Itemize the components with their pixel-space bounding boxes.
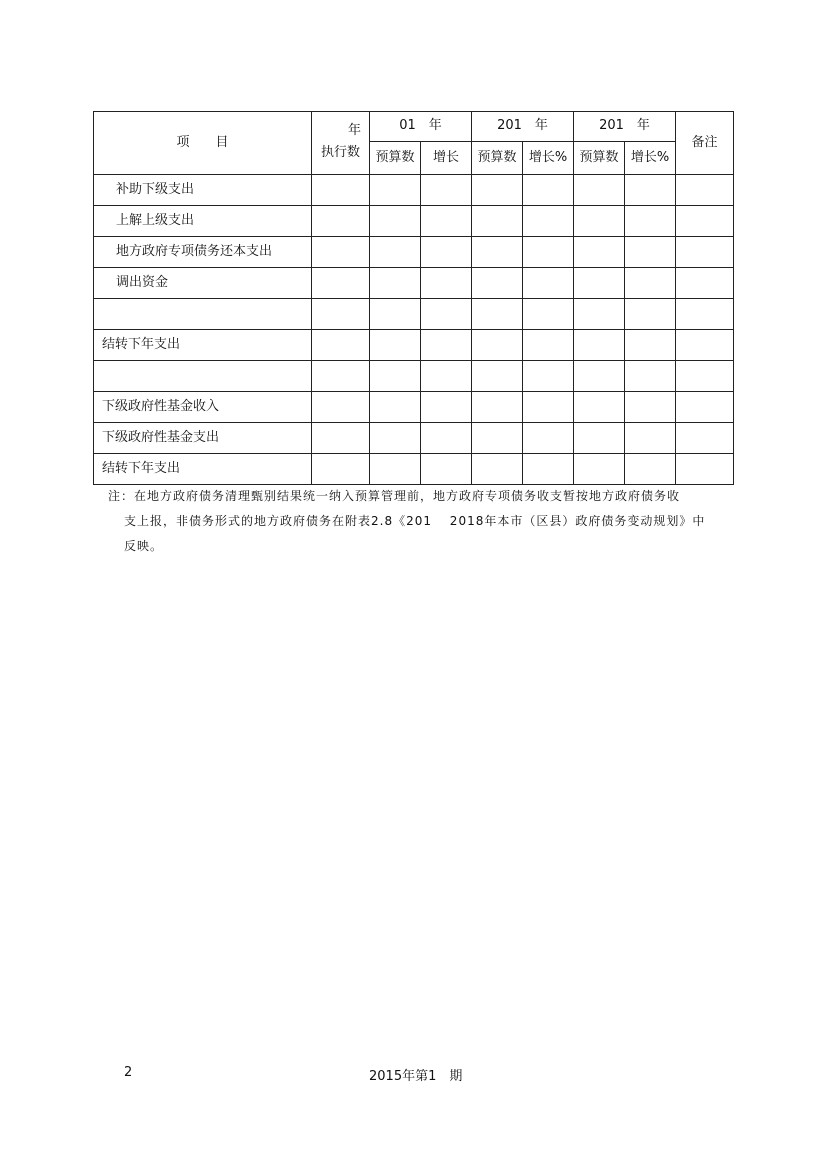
table-row (94, 206, 734, 237)
table-cell (421, 361, 472, 392)
table-cell (370, 175, 421, 206)
header-item: 项 目 (94, 112, 312, 175)
table-cell (472, 175, 523, 206)
table-cell (370, 268, 421, 299)
table-row (94, 330, 734, 361)
table-cell (625, 330, 676, 361)
table-cell (676, 423, 734, 454)
header-growth-pct-2: 增长% (523, 141, 574, 175)
header-year-2: 201 年 (472, 112, 574, 142)
table-cell (312, 237, 370, 268)
table-row (94, 361, 734, 392)
header-year-3: 201 年 (574, 112, 676, 142)
table-cell (625, 392, 676, 423)
table-cell (421, 268, 472, 299)
table-cell (472, 237, 523, 268)
header-executed: 执行数 (312, 141, 370, 175)
table-cell (472, 454, 523, 485)
row-label: 补助下级支出 (94, 175, 312, 206)
table-cell (421, 299, 472, 330)
table-cell (625, 454, 676, 485)
table-cell (676, 268, 734, 299)
table-cell (676, 237, 734, 268)
row-label: 结转下年支出 (94, 454, 312, 485)
table-cell (676, 299, 734, 330)
table-cell (370, 206, 421, 237)
table-cell (574, 299, 625, 330)
budget-table (93, 111, 734, 485)
table-cell (370, 392, 421, 423)
row-label: 地方政府专项债务还本支出 (94, 237, 312, 268)
table-cell (472, 268, 523, 299)
table-cell (472, 423, 523, 454)
table-cell (312, 268, 370, 299)
table-row (94, 392, 734, 423)
table-cell (472, 206, 523, 237)
row-label: 调出资金 (94, 268, 312, 299)
table-cell (574, 423, 625, 454)
table-row (94, 454, 734, 485)
table-cell (574, 206, 625, 237)
table-cell (523, 237, 574, 268)
table-cell (312, 454, 370, 485)
table-cell (312, 206, 370, 237)
table-cell (312, 361, 370, 392)
header-prev-year: 年 (312, 112, 370, 142)
table-cell (421, 392, 472, 423)
table-cell (370, 423, 421, 454)
issue-label: 2015年第1 期 (369, 1069, 463, 1084)
table-cell (574, 268, 625, 299)
table-cell (370, 237, 421, 268)
table-cell (523, 299, 574, 330)
table-row (94, 237, 734, 268)
table-cell (523, 268, 574, 299)
table-cell (574, 330, 625, 361)
table-cell (625, 299, 676, 330)
table-cell (676, 454, 734, 485)
table-cell (312, 392, 370, 423)
table-cell (676, 330, 734, 361)
note-line-2: 支上报，非债务形式的地方政府债务在附表2.8《201 2018年本市（区县）政府债务变动规划》中 (124, 514, 706, 528)
table-cell (676, 361, 734, 392)
row-label (94, 361, 312, 392)
table-cell (370, 454, 421, 485)
table-cell (625, 423, 676, 454)
table-cell (421, 454, 472, 485)
row-label: 下级政府性基金支出 (94, 423, 312, 454)
table-cell (421, 175, 472, 206)
table-cell (523, 361, 574, 392)
row-label: 下级政府性基金收入 (94, 392, 312, 423)
header-growth-1: 增长 (421, 141, 472, 175)
note-line-3: 反映。 (124, 539, 164, 553)
table-cell (421, 330, 472, 361)
table-cell (574, 175, 625, 206)
table-row (94, 175, 734, 206)
table-cell (625, 175, 676, 206)
table-cell (523, 206, 574, 237)
table-cell (370, 330, 421, 361)
table-cell (523, 175, 574, 206)
table-cell (472, 330, 523, 361)
table-cell (625, 268, 676, 299)
note-line-1: 注：在地方政府债务清理甄别结果统一纳入预算管理前，地方政府专项债务收支暂按地方政府债务收 (108, 489, 681, 503)
header-year-1: 01 年 (370, 112, 472, 142)
row-label: 上解上级支出 (94, 206, 312, 237)
table-cell (676, 175, 734, 206)
table-cell (472, 392, 523, 423)
table-cell (574, 237, 625, 268)
table-cell (312, 330, 370, 361)
table-cell (370, 361, 421, 392)
table-cell (370, 299, 421, 330)
table-cell (421, 423, 472, 454)
table-cell (472, 299, 523, 330)
table-row (94, 299, 734, 330)
table-cell (625, 237, 676, 268)
table-cell (676, 392, 734, 423)
header-budget-1: 预算数 (370, 141, 421, 175)
table-row (94, 268, 734, 299)
table-cell (312, 299, 370, 330)
table-cell (574, 361, 625, 392)
table-cell (574, 392, 625, 423)
table-cell (421, 237, 472, 268)
page-number: 2 (124, 1065, 133, 1080)
table-cell (472, 361, 523, 392)
row-label: 结转下年支出 (94, 330, 312, 361)
table-cell (676, 206, 734, 237)
table-cell (625, 361, 676, 392)
table-cell (312, 423, 370, 454)
table-cell (523, 454, 574, 485)
header-remark: 备注 (676, 112, 734, 175)
table-cell (523, 392, 574, 423)
table-cell (421, 206, 472, 237)
table-cell (523, 330, 574, 361)
table-cell (574, 454, 625, 485)
table-cell (523, 423, 574, 454)
row-label (94, 299, 312, 330)
table-cell (312, 175, 370, 206)
table-cell (625, 206, 676, 237)
header-budget-3: 预算数 (574, 141, 625, 175)
header-growth-pct-3: 增长% (625, 141, 676, 175)
table-row (94, 423, 734, 454)
header-budget-2: 预算数 (472, 141, 523, 175)
